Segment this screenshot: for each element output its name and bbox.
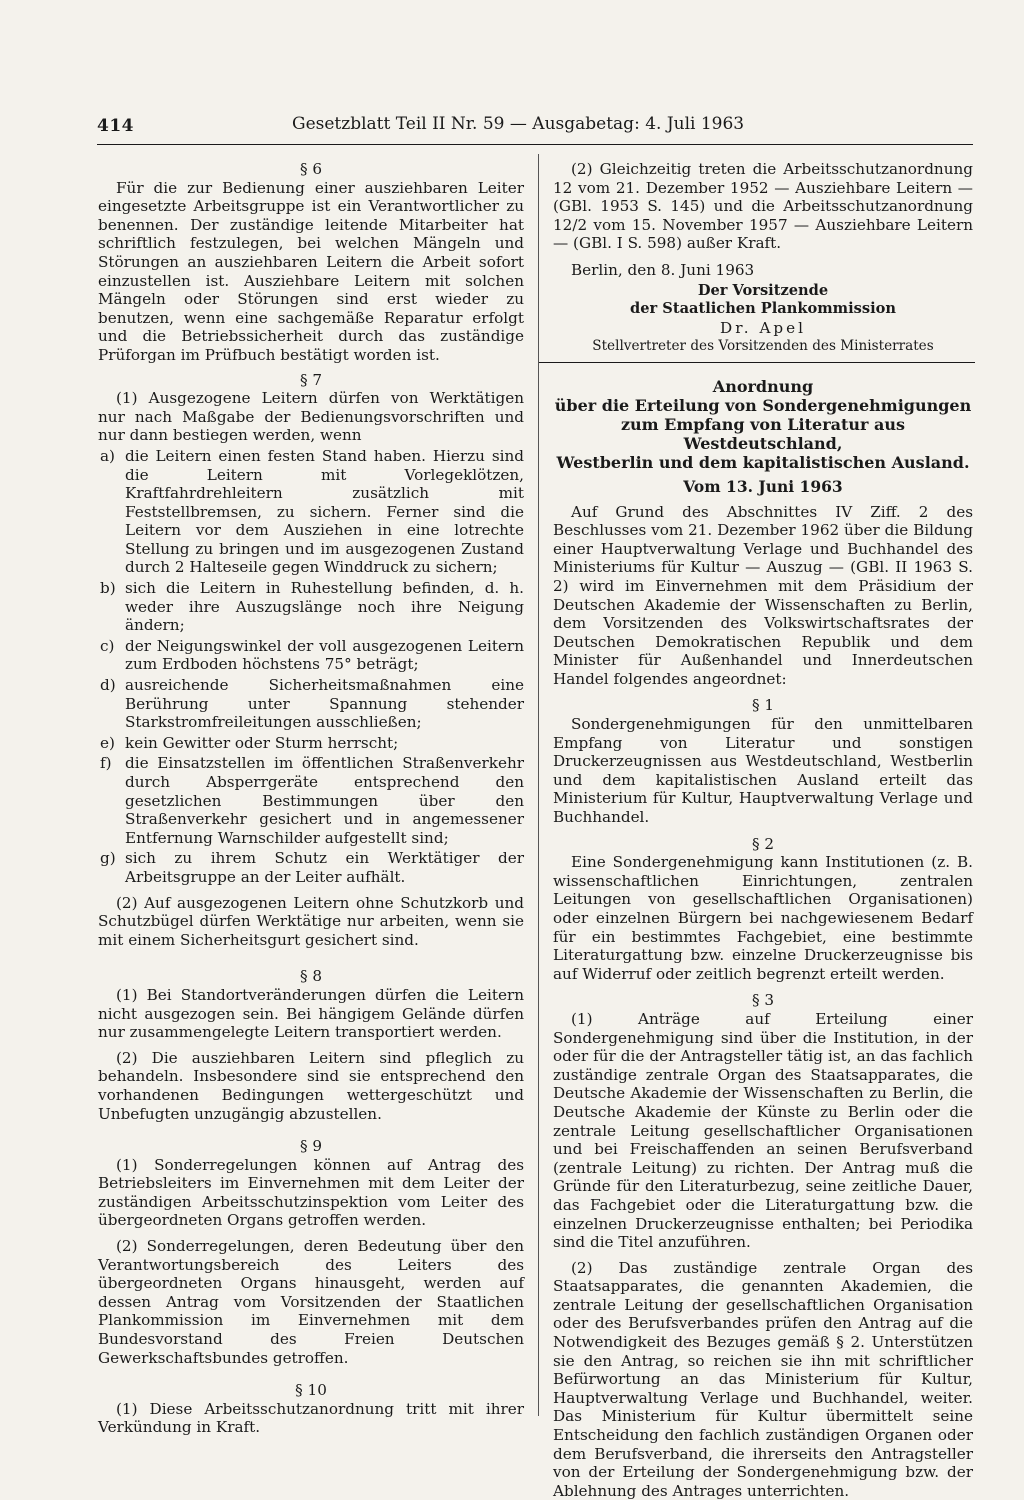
signature-name: Dr. Apel [720, 318, 806, 337]
section-7-intro: (1) Ausgezogene Leitern dürfen von Werktätigen nur nach Maßgabe der Bedienungsvorschriften und nur dann bestiegen werden, wenn [98, 389, 524, 445]
section-7-list [98, 447, 524, 887]
signature-role: Stellvertreter des Vorsitzenden des Ministerrates [592, 338, 934, 355]
header-rule [97, 144, 973, 145]
list-item-label: d) [100, 676, 116, 695]
announcement-section-2: Eine Sondergenehmigung kann Institutionen (z. B. wissenschaftlichen Einrichtungen, zentralen Leitungen von gesellschaftlichen Organisationen) oder einzelnen Bürgern bei nachgewiesenem Bedarf für ein bestimmtes Fachgebiet, eine bestimmte Literaturgattung bzw. einzelne Druckerzeugnisse bis auf Widerruf oder zeitlich begrenzt erteilt werden. [553, 853, 973, 983]
list-item [98, 447, 524, 577]
column-divider [538, 154, 539, 1416]
list-item [98, 754, 524, 847]
announcement-section-heading-1: § 1 [751, 696, 775, 715]
list-item [98, 637, 524, 674]
list-item-label: b) [100, 579, 116, 598]
section-8-paragraph-2: (2) Die ausziehbaren Leitern sind pfleglich zu behandeln. Insbesondere sind sie entsprechend den vorhandenen Bedingungen wettergeschützt und Unbefugten unzugängig abzustellen. [98, 1048, 524, 1123]
section-6-text: Für die zur Bedienung einer ausziehbaren Leiter eingesetzte Arbeitsgruppe ist ein Verantwortlicher zu benennen. Der zuständige leitende Mitarbeiter hat schriftlich festzulegen, bei welchen Mängeln und Störungen an ausziehbaren Leitern die Arbeit sofort einzustellen ist. Ausziehbare Leitern mit solchen Mängeln oder Störungen sind erst wieder zu benutzen, wenn eine sachgemäße Reparatur erfolgt und die Betriebssicherheit durch das zuständige Prüforgan im Prüfbuch bestätigt worden ist. [98, 178, 524, 364]
left-column [98, 160, 524, 1437]
announcement-section-heading-2: § 2 [751, 834, 775, 853]
list-item [98, 579, 524, 635]
gazette-header: Gesetzblatt Teil II Nr. 59 — Ausgabetag: 4. Juli 1963 [292, 114, 745, 134]
announcement-title-line: Westberlin und dem kapitalistischen Ausland. [556, 452, 970, 472]
section-heading-8: § 8 [299, 967, 323, 986]
signature-org-line-1: Der Vorsitzende [697, 281, 829, 299]
section-heading-9: § 9 [299, 1137, 323, 1156]
list-item-text: kein Gewitter oder Sturm herrscht; [125, 733, 399, 752]
announcement-title-line: Anordnung [712, 376, 814, 396]
list-item [98, 676, 524, 732]
right-column [553, 160, 973, 1500]
list-item-label: g) [100, 849, 116, 868]
list-item-text: der Neigungswinkel der voll ausgezogenen Leitern zum Erdboden höchstens 75° beträgt; [125, 636, 524, 674]
list-item-text: die Einsatzstellen im öffentlichen Straßenverkehr durch Absperrgeräte entsprechend den gesetzlichen Bestimmungen über den Straßenverkehr gesichert und in angemessener Entfernung Warnschilder aufgestellt sind; [125, 754, 524, 847]
announcement-section-1: Sondergenehmigungen für den unmittelbaren Empfang von Literatur und sonstigen Druckerzeugnissen aus Westdeutschland, Westberlin und dem kapitalistischen Ausland erteilt das Ministerium für Kultur, Hauptverwaltung Verlage und Buchhandel. [553, 715, 973, 827]
list-item-text: sich die Leitern in Ruhestellung befinden, d. h. weder ihre Auszugslänge noch ihre Neigung ändern; [125, 579, 524, 635]
section-heading-6: § 6 [299, 160, 323, 178]
list-item-text: die Leitern einen festen Stand haben. Hierzu sind die Leitern mit Vorlegeklötzen, Kraftfahrdrehleitern zusätzlich mit Feststellbremsen, zu sichern. Ferner sind die Leitern vor dem Ausziehen in eine lotrechte Stellung zu bringen und im ausgezogenen Zustand durch 2 Halteseile gegen Winddruck zu sichern; [125, 446, 524, 577]
section-8-paragraph-1: (1) Bei Standortveränderungen dürfen die Leitern nicht ausgezogen sein. Bei hängigem Gelände dürfen nur zusammengelegte Leitern transportiert werden. [98, 985, 524, 1042]
signature-place-date: Berlin, den 8. Juni 1963 [571, 260, 755, 279]
list-item-label: e) [100, 733, 115, 752]
announcement-section-3-paragraph-2: (2) Das zuständige zentrale Organ des Staatsapparates, die genannten Akademien, die zentrale Leitung der gesellschaftlichen Organisation oder des Berufsverbandes prüfen den Antrag auf die Notwendigkeit des Bezuges gemäß § 2. Unterstützen sie den Antrag, so reichen sie ihn mit schriftlicher Befürwortung an das Ministerium für Kultur, Hauptverwaltung Verlage und Buchhandel, weiter. Das Ministerium für Kultur übermittelt seine Entscheidung den fachlich zuständigen Organen oder dem Berufsverband, die ihrerseits den Antragsteller von der Erteilung der Sondergenehmigung bzw. der Ablehnung des Antrages unterrichten. [553, 1258, 973, 1500]
announcement-title-line: über die Erteilung von Sondergenehmigungen [554, 395, 972, 415]
section-10-paragraph-1: (1) Diese Arbeitsschutzanordnung tritt mit ihrer Verkündung in Kraft. [98, 1399, 524, 1437]
section-10-paragraph-2: (2) Gleichzeitig treten die Arbeitsschutzanordnung 12 vom 21. Dezember 1952 — Ausziehbare Leitern — (GBl. 1953 S. 145) und die Arbeitsschutzanordnung 12/2 vom 15. November 1957 — Ausziehbare Leitern — (GBl. I S. 598) außer Kraft. [553, 160, 973, 253]
list-item [98, 849, 524, 886]
announcement-section-3-paragraph-1: (1) Anträge auf Erteilung einer Sondergenehmigung sind über die Institution, in der oder für die der Antragsteller tätig ist, an das fachlich zuständige zentrale Organ des Staatsapparates, die Deutsche Akademie der Wissenschaften zu Berlin, die Deutsche Akademie der Künste zu Berlin oder die zentrale Leitung gesellschaftlicher Organisationen und bei Freischaffenden an seinen Berufsverband (zentrale Leitung) zu richten. Der Antrag muß die Gründe für den Literaturbezug, seine zeitliche Dauer, das Fachgebiet oder die Literaturgattung bzw. die einzelnen Druckerzeugnisse enthalten; bei Periodika sind die Titel anzuführen. [553, 1009, 973, 1252]
section-heading-7: § 7 [299, 370, 323, 389]
section-separator [539, 362, 975, 363]
announcement-title-line: zum Empfang von Literatur aus Westdeutschland, [620, 414, 906, 453]
announcement-section-heading-3: § 3 [751, 991, 775, 1010]
list-item-text: ausreichende Sicherheitsmaßnahmen eine Berührung unter Spannung stehender Starkstromfreileitungen ausschließen; [125, 676, 524, 732]
list-item [98, 734, 524, 753]
list-item-label: c) [100, 636, 115, 655]
list-item-label: f) [100, 754, 112, 773]
announcement-date: Vom 13. Juni 1963 [683, 476, 843, 496]
section-9-paragraph-1: (1) Sonderregelungen können auf Antrag des Betriebsleiters im Einvernehmen mit dem Leiter der zuständigen Arbeitsschutzinspektion vom Leiter des übergeordneten Organs getroffen werden. [98, 1155, 524, 1230]
signature-org-line-2: der Staatlichen Plankommission [630, 300, 896, 318]
section-9-paragraph-2: (2) Sonderregelungen, deren Bedeutung über den Verantwortungsbereich des Leiters des übergeordneten Organs hinausgeht, werden auf dessen Antrag vom Vorsitzenden der Staatlichen Plankommission im Einvernehmen mit dem Bundesvorstand des Freien Deutschen Gewerkschaftsbundes getroffen. [98, 1237, 524, 1367]
announcement-preamble: Auf Grund des Abschnittes IV Ziff. 2 des Beschlusses vom 21. Dezember 1962 über die Bildung einer Hauptverwaltung Verlage und Buchhandel des Ministeriums für Kultur — Auszug — (GBl. II 1963 S. 2) wird im Einvernehmen mit dem Präsidium der Deutschen Akademie der Wissenschaften zu Berlin, dem Vorsitzenden des Volkswirtschaftsrates der Deutschen Demokratischen Republik und dem Minister für Außenhandel und Innerdeutschen Handel folgendes angeordnet: [553, 502, 973, 688]
list-item-text: sich zu ihrem Schutz ein Werktätiger der Arbeitsgruppe an der Leiter aufhält. [125, 849, 524, 886]
section-7-paragraph-2: (2) Auf ausgezogenen Leitern ohne Schutzkorb und Schutzbügel dürfen Werktätige nur arbeiten, wenn sie mit einem Sicherheitsgurt gesichert sind. [98, 893, 524, 949]
list-item-label: a) [100, 446, 115, 465]
section-heading-10: § 10 [295, 1381, 327, 1400]
page-number: 414 [97, 116, 134, 136]
